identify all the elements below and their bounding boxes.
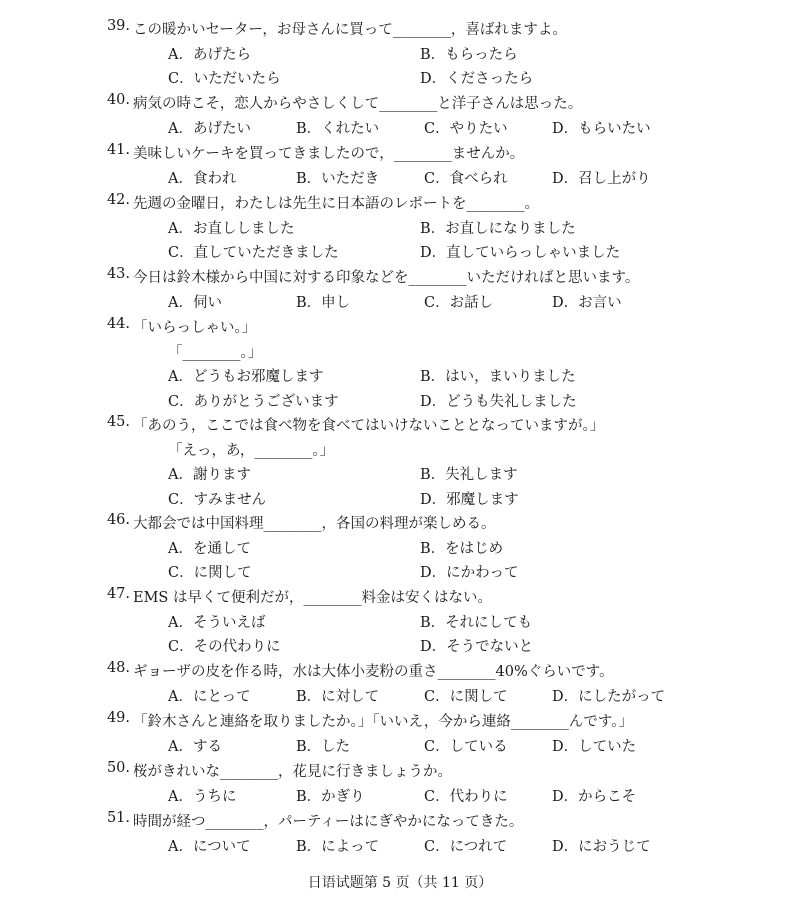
answer-option-d: D．にしたがって: [552, 688, 666, 705]
answer-option-c: C．食べられ: [424, 170, 508, 187]
answer-option-b: B．くれたい: [296, 120, 380, 137]
answer-option-b: B．いただき: [296, 170, 380, 187]
answer-option-d: D．召し上がり: [552, 170, 651, 187]
answer-option-c: C．やりたい: [424, 120, 508, 137]
question-number: 46.: [106, 512, 130, 528]
answer-option-b: B．申し: [296, 294, 351, 311]
answer-option-c: C．に関して: [168, 565, 252, 581]
answer-option-c: C．直していただきました: [168, 245, 339, 261]
answer-option-c: C．その代わりに: [168, 639, 281, 655]
answer-option-b: B．お直しになりました: [420, 220, 576, 237]
answer-option-a: A．について: [168, 838, 251, 855]
answer-option-c: C．お話し: [424, 294, 494, 311]
question-stem: EMS は早くて便利だが，________料金は安くはない。: [133, 590, 492, 606]
dialogue-reply: 「________。」: [168, 344, 263, 361]
question-stem: 病気の時こそ，恋人からやさしくして________と洋子さんは思った。: [133, 96, 583, 112]
answer-option-b: B．はい，まいりました: [420, 369, 576, 385]
question-stem: この暖かいセーター，お母さんに買って________，喜ばれますよ。: [133, 22, 567, 38]
question-stem: 美味しいケーキを買ってきましたので，________ませんか。: [133, 146, 525, 162]
answer-option-b: B．もらったら: [420, 46, 518, 63]
answer-option-c: C．ありがとうございます: [168, 393, 339, 410]
answer-option-c: C．すみません: [168, 491, 267, 508]
question-stem: 「鈴木さんと連絡を取りましたか。」「いいえ，今から連絡________んです。」: [133, 714, 633, 730]
question-number: 43.: [106, 266, 130, 282]
answer-option-c: C．につれて: [424, 838, 508, 855]
question-number: 42.: [106, 192, 130, 208]
question-stem: 桜がきれいな________，花見に行きましょうか。: [133, 764, 452, 780]
question-stem: 今日は鈴木様から中国に対する印象などを________いただければと思います。: [133, 270, 640, 286]
answer-option-d: D．におうじて: [552, 838, 651, 855]
answer-option-d: D．もらいたい: [552, 120, 651, 137]
answer-option-c: C．いただいたら: [168, 71, 281, 87]
answer-option-d: D．くださったら: [420, 71, 534, 87]
answer-option-b: B．した: [296, 738, 351, 755]
answer-option-b: B．に対して: [296, 688, 380, 705]
answer-option-d: D．からこそ: [552, 788, 637, 805]
question-number: 47.: [106, 586, 130, 602]
answer-option-a: A．食われ: [168, 170, 237, 187]
question-number: 50.: [106, 760, 130, 776]
answer-option-b: B．失礼します: [420, 467, 518, 483]
dialogue-reply: 「えっ，あ，________。」: [168, 442, 335, 459]
answer-option-b: B．かぎり: [296, 788, 365, 805]
question-number: 39.: [106, 18, 130, 34]
answer-option-c: C．に関して: [424, 688, 508, 705]
question-stem: 先週の金曜日，わたしは先生に日本語のレポートを________。: [133, 196, 539, 212]
answer-option-a: A．どうもお邪魔します: [168, 369, 324, 385]
answer-option-b: B．それにしても: [420, 614, 533, 631]
answer-option-d: D．していた: [552, 738, 637, 755]
answer-option-b: B．によって: [296, 838, 380, 855]
answer-option-a: A．にとって: [168, 688, 251, 705]
question-stem: 時間が経つ________，パーティーはにぎやかになってきた。: [133, 814, 524, 830]
page-footer: 日语试题第 5 页（共 11 页）: [307, 875, 493, 891]
question-number: 44.: [106, 316, 130, 332]
answer-option-a: A．あげたら: [168, 46, 251, 63]
answer-option-a: A．する: [168, 738, 222, 755]
question-number: 48.: [106, 660, 130, 676]
answer-option-a: A．お直ししました: [168, 220, 295, 237]
answer-option-a: A．伺い: [168, 294, 222, 311]
question-stem: 「あのう，ここでは食べ物を食べてはいけないこととなっていますが。」: [133, 418, 605, 434]
question-number: 45.: [106, 414, 130, 430]
answer-option-d: D．お言い: [552, 294, 622, 311]
answer-option-a: A．あげたい: [168, 120, 251, 137]
answer-option-a: A．謝ります: [168, 467, 251, 483]
question-stem: 「いらっしゃい。」: [133, 320, 257, 336]
question-number: 49.: [106, 710, 130, 726]
answer-option-d: D．直していらっしゃいました: [420, 245, 621, 261]
answer-option-d: D．どうも失礼しました: [420, 393, 577, 410]
question-stem: ギョーザの皮を作る時，水は大体小麦粉の重さ________40%ぐらいです。: [133, 664, 614, 680]
answer-option-a: A．うちに: [168, 788, 237, 805]
question-number: 51.: [106, 810, 130, 826]
answer-option-c: C．している: [424, 738, 508, 755]
answer-option-a: A．を通して: [168, 540, 251, 557]
question-stem: 大都会では中国料理________，各国の料理が楽しめる。: [133, 516, 496, 532]
answer-option-d: D．邪魔します: [420, 491, 519, 508]
answer-option-d: D．にかわって: [420, 565, 519, 581]
question-number: 40.: [106, 92, 130, 108]
answer-option-d: D．そうでないと: [420, 639, 534, 655]
question-number: 41.: [106, 142, 130, 158]
answer-option-a: A．そういえば: [168, 614, 266, 631]
answer-option-c: C．代わりに: [424, 788, 508, 805]
answer-option-b: B．をはじめ: [420, 540, 504, 557]
